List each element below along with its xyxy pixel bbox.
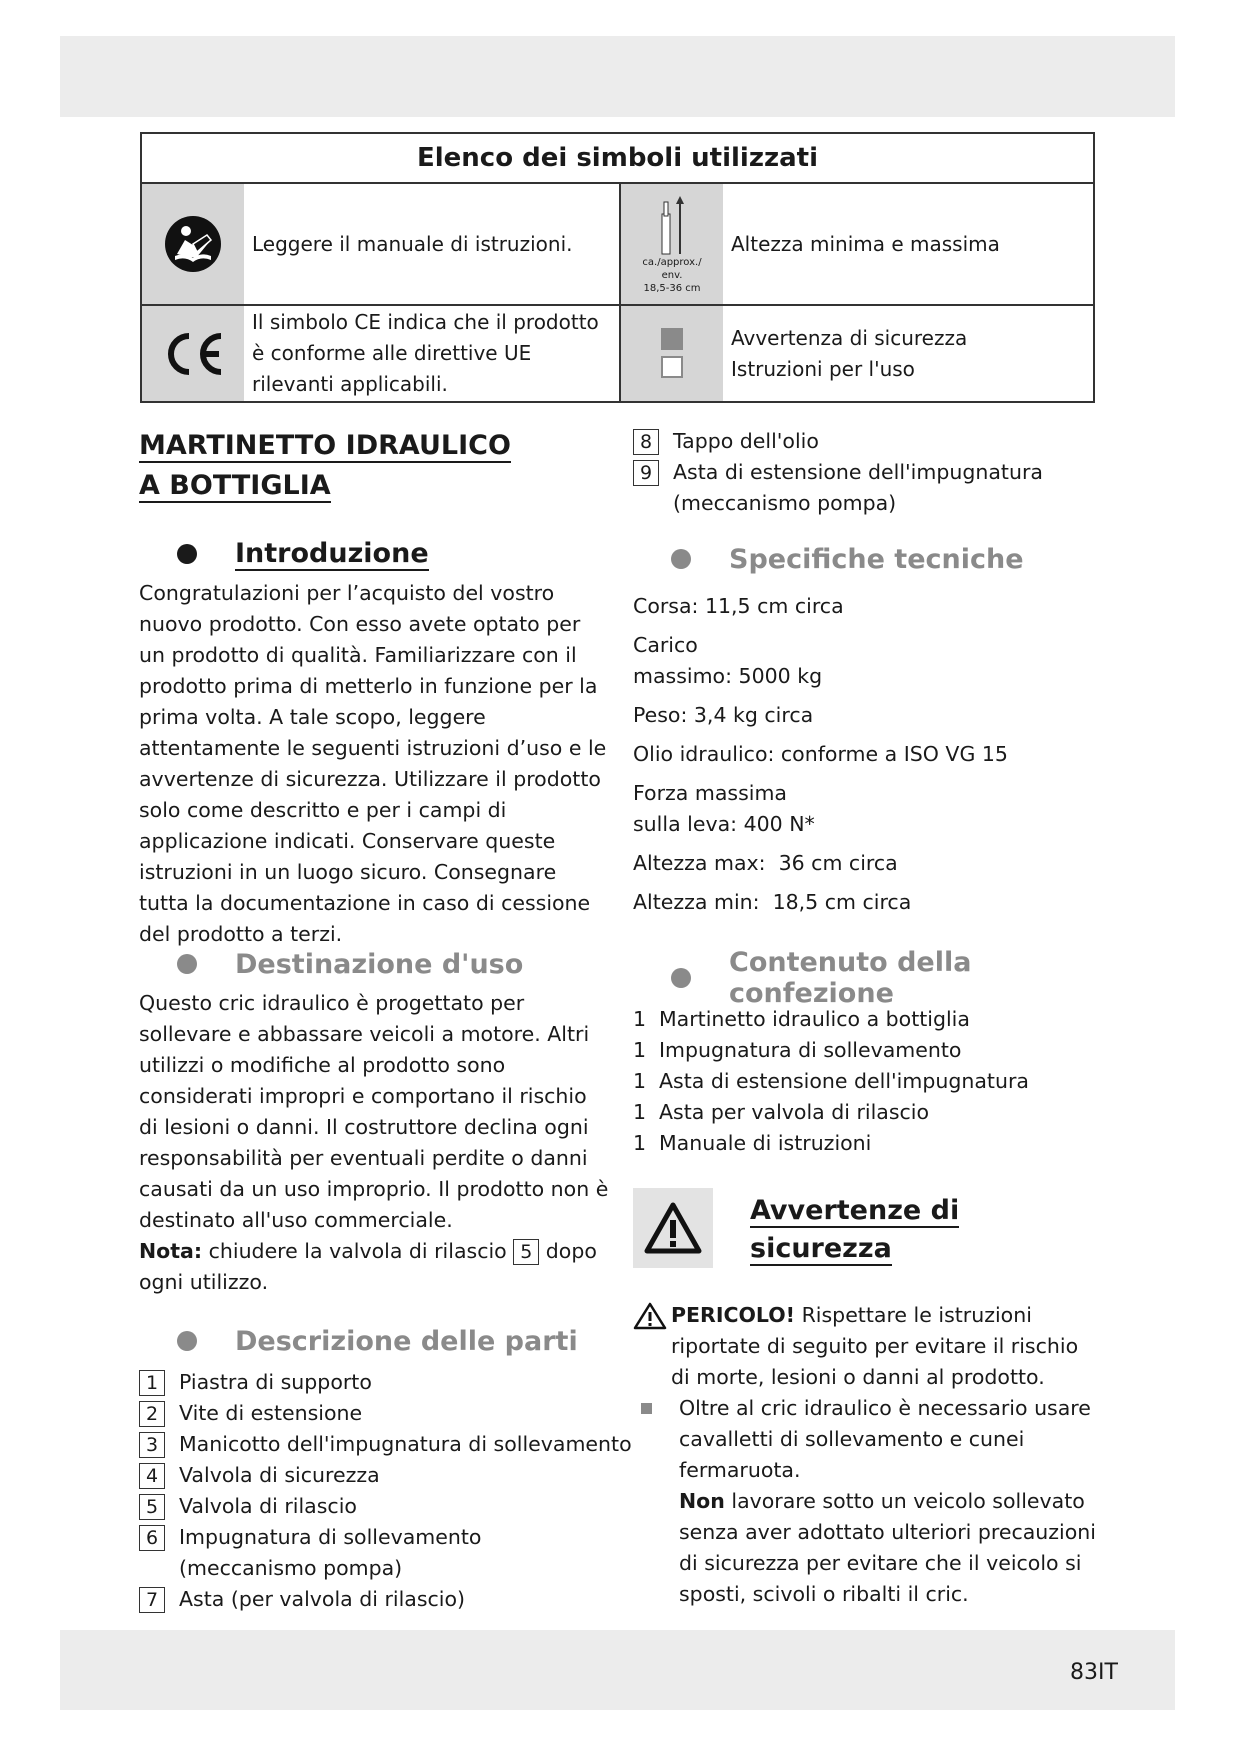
specs-list <box>633 591 1123 918</box>
bullet-icon <box>671 549 691 569</box>
square-symbols-icon <box>659 326 685 382</box>
intended-use-note: Nota: chiudere la valvola di rilascio 5 dopo ogni utilizzo. <box>139 1239 597 1294</box>
list-item: 8 Tappo dell'olio <box>633 426 1123 457</box>
ce-mark-cell <box>142 306 244 401</box>
contents-heading: Contenuto della confezione <box>633 958 1123 998</box>
footer-band <box>60 1630 1175 1710</box>
contents-section <box>633 947 1123 1159</box>
page-number: 83IT <box>1070 1660 1118 1685</box>
list-item: 7 Asta (per valvola di rilascio) <box>139 1584 609 1615</box>
contents-list <box>633 1004 1123 1159</box>
list-item: 1 Martinetto idraulico a bottiglia <box>633 1007 970 1031</box>
bullet-icon <box>177 544 197 564</box>
danger-block <box>633 1300 1103 1610</box>
parts-list-continued <box>633 426 1123 519</box>
parts-section <box>139 1321 632 1615</box>
read-manual-text: Leggere il manuale di istruzioni. <box>252 231 573 256</box>
warning-triangle-icon <box>643 1201 703 1255</box>
bullet-icon <box>177 954 197 974</box>
list-item: 1 Manuale di istruzioni <box>633 1131 872 1155</box>
list-item: 4 Valvola di sicurezza <box>139 1460 609 1491</box>
height-range-text: Altezza minima e massima <box>731 231 1000 256</box>
intended-use-section <box>139 944 609 1298</box>
symbol-table-title: Elenco dei simboli utilizzati <box>142 134 1093 184</box>
list-item: 6 Impugnatura di sollevamento (meccanismo pompa) <box>139 1522 609 1584</box>
danger-bullet: Oltre al cric idraulico è necessario usare cavalletti di sollevamento e cunei fermaruota. Non lavorare sotto un veicolo sollevato senza aver adottato ulteriori precauzioni di sicurezza per evitare che il veicolo si sposti, scivoli o ribalti il cric. <box>633 1393 1103 1610</box>
read-manual-icon <box>163 214 223 274</box>
product-title: MARTINETTO IDRAULICO A BOTTIGLIA <box>139 430 511 501</box>
list-item: 9 Asta di estensione dell'impugnatura (meccanismo pompa) <box>633 457 1123 519</box>
spec-item: Forza massima sulla leva: 400 N* <box>633 781 815 836</box>
symbol-table <box>140 132 1095 403</box>
safety-title: Avvertenze di sicurezza <box>750 1195 960 1264</box>
list-item: 1 Impugnatura di sollevamento <box>633 1038 962 1062</box>
warning-icon-box <box>633 1188 713 1268</box>
parts-heading: Descrizione delle parti <box>139 1321 609 1361</box>
square-symbols-text: Avvertenza di sicurezza Istruzioni per l'uso <box>731 325 968 381</box>
square-bullet-icon <box>641 1403 652 1414</box>
spec-item: Altezza max: 36 cm circa <box>633 851 898 875</box>
intro-text: Congratulazioni per l’acquisto del vostro nuovo prodotto. Con esso avete optato per un prodotto di qualità. Familiarizzare con il prodotto prima di metterlo in funzione per la prima volta. A tale scopo, leggere attentamente le seguenti istruzioni d’uso e le avvertenze di sicurezza. Utilizzare il prodotto solo come descritto e per i campi di applicazione indicati. Conservare queste istruzioni in un luogo sicuro. Consegnare tutta la documentazione in caso di cessione del prodotto a terzi. <box>139 581 607 946</box>
list-item: 1 Piastra di supporto <box>139 1367 609 1398</box>
spec-item: Corsa: 11,5 cm circa <box>633 594 844 618</box>
list-item: 1 Asta di estensione dell'impugnatura <box>633 1069 1029 1093</box>
parts-list <box>139 1367 632 1615</box>
intended-use-heading: Destinazione d'uso <box>139 944 609 984</box>
height-range-cell <box>621 184 723 304</box>
intended-use-text: Questo cric idraulico è progettato per sollevare e abbassare veicoli a motore. Altri utilizzi o modifiche al prodotto sono considerati impropri e comportano il rischio di lesioni o danni. Il costruttore declina ogni responsabilità per eventuali perdite o danni causati da un uso improprio. Il prodotto non è destinato all'uso commerciale. <box>139 991 609 1232</box>
bullet-icon <box>177 1331 197 1351</box>
bullet-icon <box>671 968 691 988</box>
header-band <box>60 36 1175 117</box>
spec-item: Carico massimo: 5000 kg <box>633 633 823 688</box>
spec-item: Altezza min: 18,5 cm circa <box>633 890 912 914</box>
ce-mark-text: Il simbolo CE indica che il prodotto è conforme alle direttive UE rilevanti applicabili. <box>252 310 599 396</box>
ce-mark-icon <box>159 330 227 378</box>
list-item: 5 Valvola di rilascio <box>139 1491 609 1522</box>
intro-section <box>139 534 609 950</box>
danger-statement: PERICOLO! Rispettare le istruzioni riportate di seguito per evitare il rischio di morte, lesioni o danni al prodotto. <box>633 1300 1103 1393</box>
list-item: 2 Vite di estensione <box>139 1398 609 1429</box>
list-item: 3 Manicotto dell'impugnatura di sollevamento <box>139 1429 609 1460</box>
square-symbols-cell <box>621 306 723 401</box>
height-range-icon <box>652 194 692 256</box>
specs-heading: Specifiche tecniche <box>633 539 1123 579</box>
part-ref-box: 5 <box>513 1239 539 1265</box>
list-item: 1 Asta per valvola di rilascio <box>633 1100 930 1124</box>
spec-item: Olio idraulico: conforme a ISO VG 15 <box>633 742 1008 766</box>
intro-heading: Introduzione <box>0 534 609 574</box>
height-range-caption: ca./approx./ env. 18,5-36 cm <box>642 256 702 294</box>
specs-section <box>633 539 1123 926</box>
read-manual-cell <box>142 184 244 304</box>
spec-item: Peso: 3,4 kg circa <box>633 703 814 727</box>
warning-triangle-icon <box>633 1302 667 1330</box>
